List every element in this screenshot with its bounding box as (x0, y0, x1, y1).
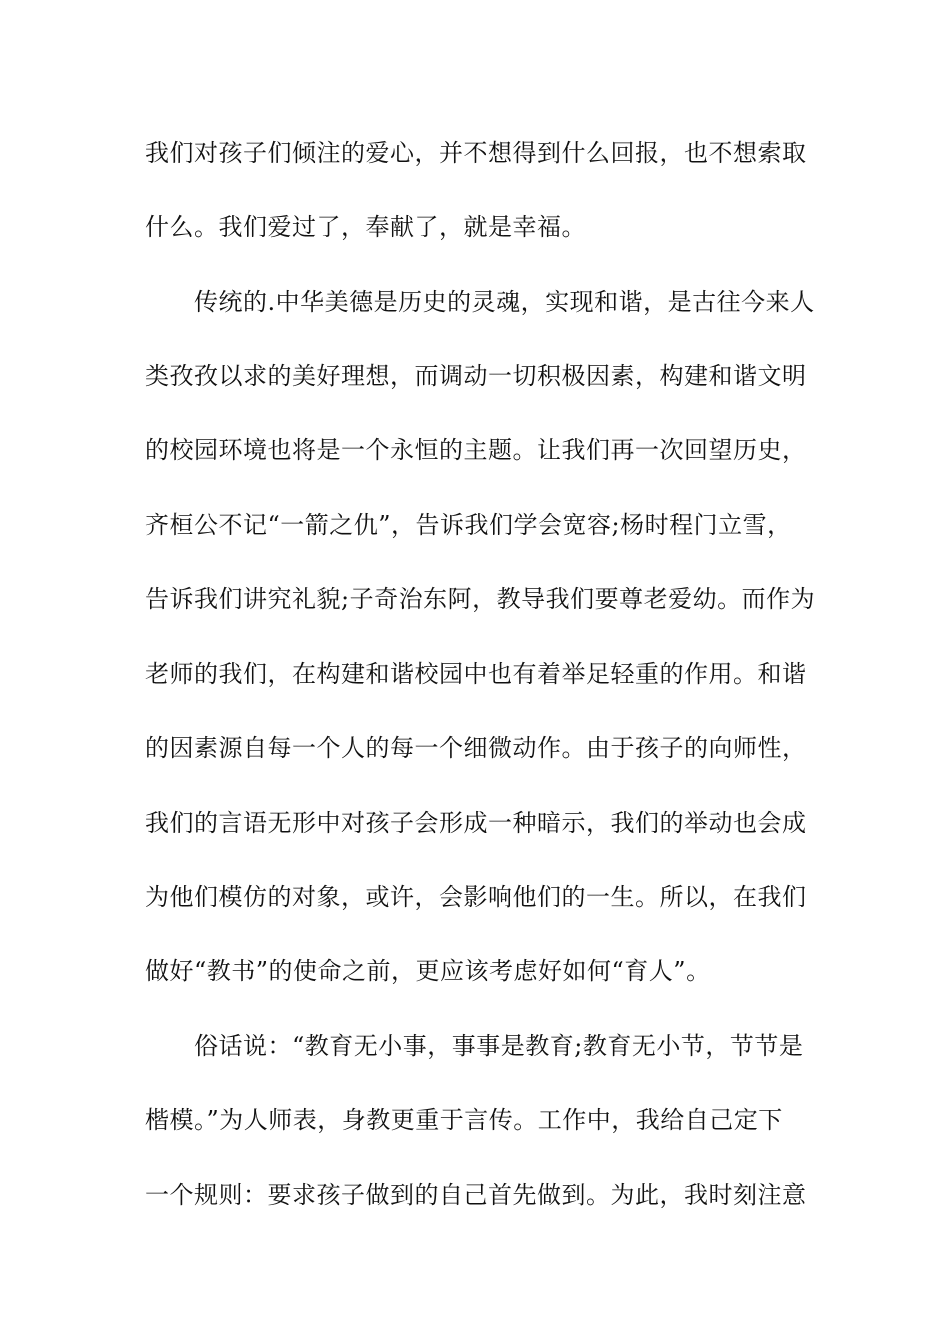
text-line: 楷模。”为人师表，身教更重于言传。工作中，我给自己定下 (145, 1106, 783, 1134)
text-line: 我们的言语无形中对孩子会形成一种暗示，我们的举动也会成 (145, 809, 807, 837)
text-line: 为他们模仿的对象，或许，会影响他们的一生。所以，在我们 (145, 883, 807, 911)
text-line: 俗话说：“教育无小事，事事是教育;教育无小节，节节是 (145, 1032, 804, 1060)
text-line: 做好“教书”的使命之前，更应该考虑好如何“育人”。 (145, 957, 711, 985)
text-line: 告诉我们讲究礼貌;子奇治东阿，教导我们要尊老爱幼。而作为 (145, 585, 816, 613)
text-line: 齐桓公不记“一箭之仇”，告诉我们学会宽容;杨时程门立雪， (145, 511, 792, 539)
text-line: 一个规则：要求孩子做到的自己首先做到。为此，我时刻注意 (145, 1181, 807, 1209)
text-line: 老师的我们，在构建和谐校园中也有着举足轻重的作用。和谐 (145, 660, 807, 688)
text-line: 类孜孜以求的美好理想，而调动一切积极因素，构建和谐文明 (145, 362, 807, 390)
text-line: 什么。我们爱过了，奉献了，就是幸福。 (145, 213, 586, 241)
text-line: 传统的.中华美德是历史的灵魂，实现和谐，是古往今来人 (145, 288, 815, 316)
text-line: 的校园环境也将是一个永恒的主题。让我们再一次回望历史， (145, 436, 807, 464)
text-line: 的因素源自每一个人的每一个细微动作。由于孩子的向师性， (145, 734, 807, 762)
text-line: 我们对孩子们倾注的爱心，并不想得到什么回报，也不想索取 (145, 139, 807, 167)
